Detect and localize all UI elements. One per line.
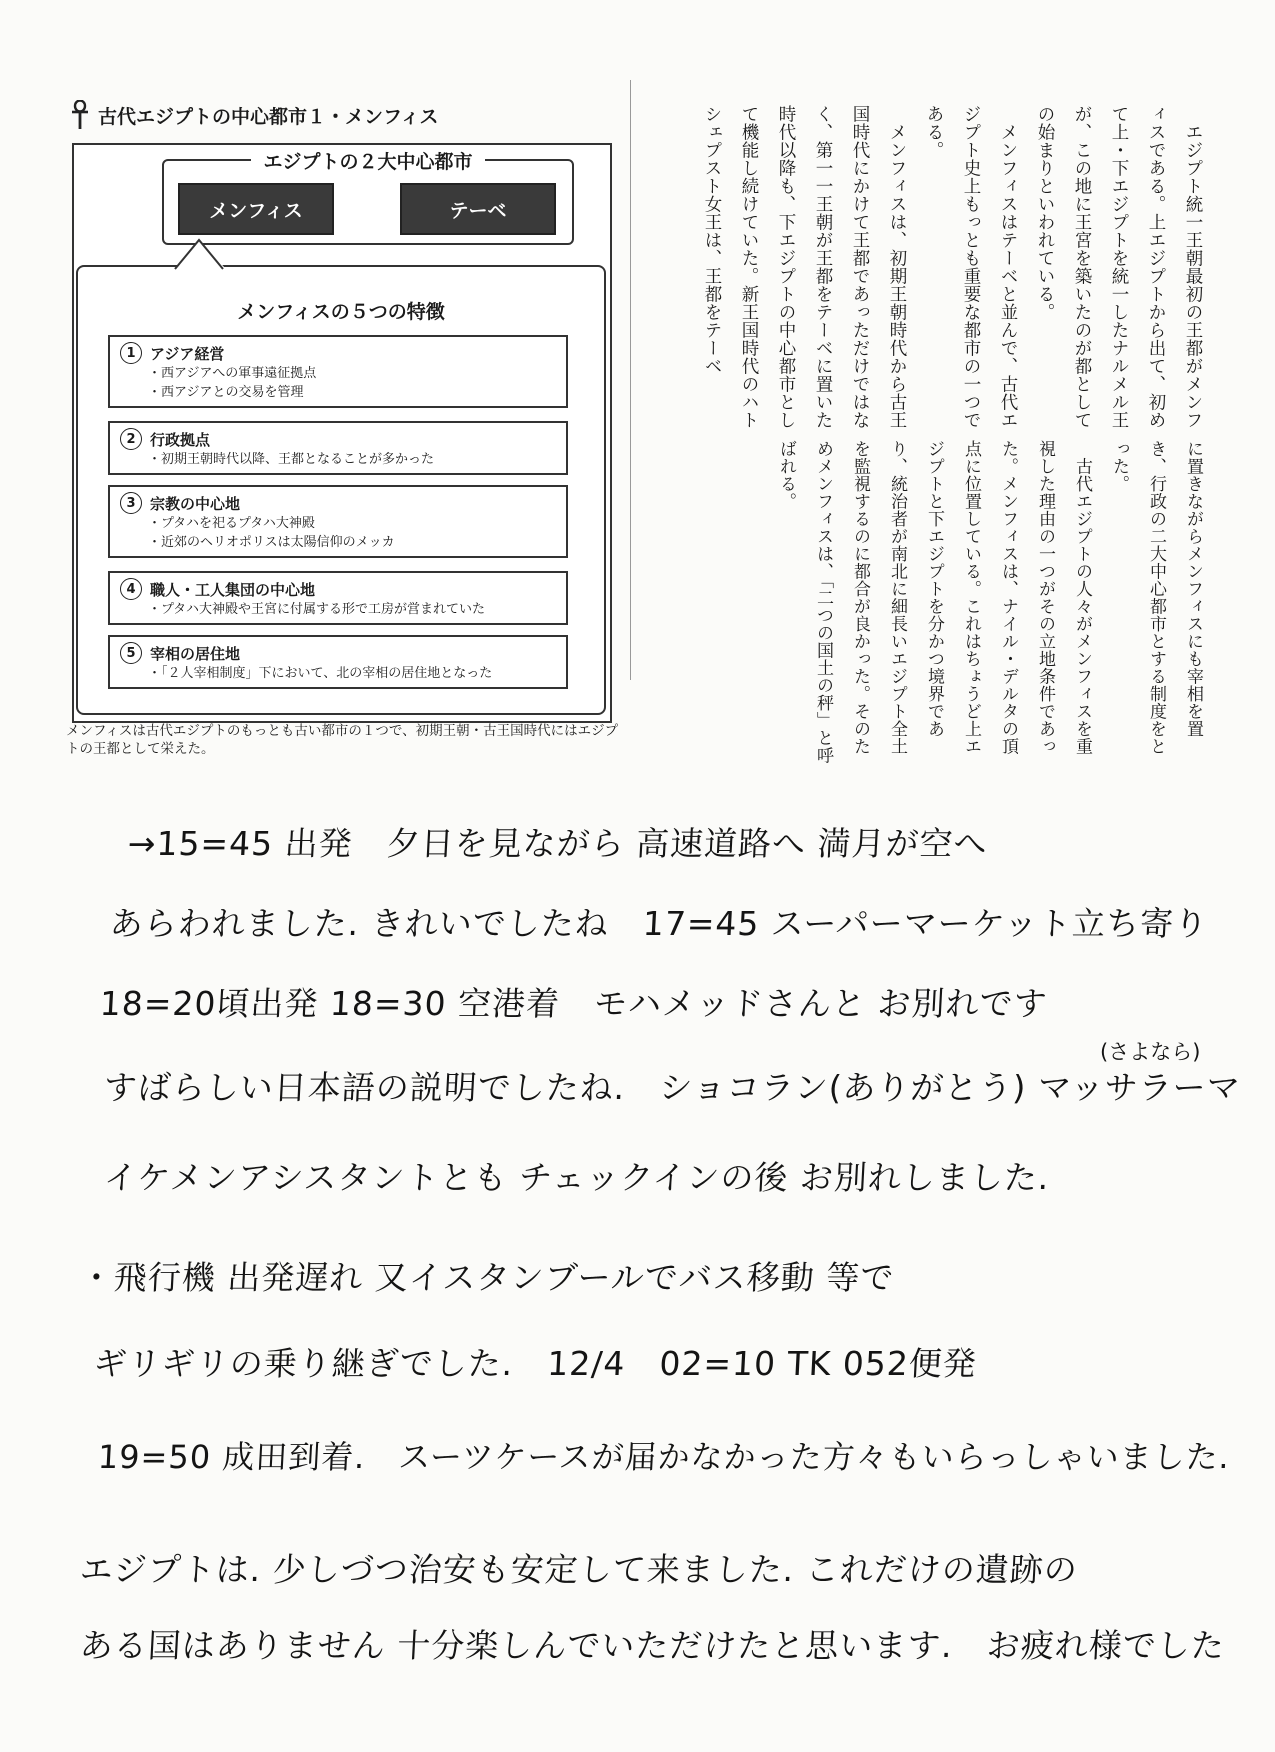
- two-cities-frame: [162, 151, 574, 245]
- feature-number: 1: [120, 342, 142, 364]
- feature-title: 職人・工人集団の中心地: [150, 580, 316, 599]
- handwritten-line-10: ある国はありません 十分楽しんでいただけたと思います. お疲れ様でした: [78, 1626, 1226, 1665]
- feature-bullet: ・ 「２人宰相制度」下において、北の宰相の居住地となった: [148, 664, 556, 683]
- body-text-lower: に置きながらメンフィスにも宰相を置き、行政の二大中心都市とする制度をとった。 古代エジプトの人々がメンフィスを重視した理由の一つがその立地条件であった。メンフィスは、ナイル・デルタの頂点に位置している。これはちょうど上エジプトと下エジプトを分かつ境界であり、統治者が南北に細長いエジプト全土を監視するのに都合が良かった。そのためメンフィスは、「二つの国土の秤」と呼ばれる。: [776, 440, 1203, 764]
- feature-bullet: ・ 西アジアへの軍事遠征拠点: [148, 364, 556, 383]
- handwritten-line-2: あらわれました. きれいでしたね 17=45 スーパーマーケット立ち寄り: [108, 904, 1210, 943]
- figure-title: [70, 100, 438, 130]
- feature-number: 3: [120, 492, 142, 514]
- handwritten-line-6: ・飛行機 出発遅れ 又イスタンブールでバス移動 等で: [78, 1258, 896, 1297]
- city-memphis: メンフィス: [178, 183, 334, 235]
- feature-1: [108, 335, 568, 408]
- feature-bullet: ・ プタハを祀るプタハ大神殿: [148, 514, 556, 533]
- feature-bullet: ・ 初期王朝時代以降、王都となることが多かった: [148, 450, 556, 469]
- features-frame: [76, 265, 606, 715]
- two-cities-title: エジプトの２大中心都市: [251, 151, 484, 173]
- feature-title: 宰相の居住地: [150, 644, 241, 663]
- body-text-upper: エジプト統一王朝最初の王都がメンフィスである。上エジプトから出て、初めて上・下エジプトを統一したナルメル王が、この地に王宮を築いたのが都としての始まりといわれている。 メンフィスはテーベと並んで、古代エジプト史上もっとも重要な都市の一つである。 メンフィスは、初期王朝時代から古王国時代にかけて王都であっただけではなく、第一一王朝が王都をテーベに置いた時代以降も、下エジプトの中心都市として機能し続けていた。新王国時代のハトシェプスト女王は、王都をテーベ: [702, 105, 1203, 429]
- feature-number: 4: [120, 578, 142, 600]
- feature-4: [108, 571, 568, 625]
- features-title: メンフィスの５つの特徴: [237, 301, 445, 323]
- handwritten-line-3: 18=20頃出発 18=30 空港着 モハメッドさんと お別れです: [98, 984, 1049, 1023]
- feature-title: 行政拠点: [150, 430, 211, 449]
- feature-number: 5: [120, 642, 142, 664]
- handwritten-line-9: エジプトは. 少しづつ治安も安定して来ました. これだけの遺跡の: [78, 1550, 1079, 1589]
- figure-box: [72, 143, 612, 723]
- figure-caption: メンフィスは古代エジプトのもっとも古い都市の１つで、初期王朝・古王国時代にはエジプトの王都として栄えた。: [66, 723, 619, 757]
- callout-pointer: [169, 238, 229, 270]
- handwritten-line-5: イケメンアシスタントとも チェックインの後 お別れしました.: [102, 1158, 1051, 1197]
- feature-3: [108, 485, 568, 558]
- column-separator: [630, 80, 631, 680]
- feature-2: [108, 421, 568, 475]
- city-thebes: テーベ: [400, 183, 556, 235]
- feature-number: 2: [120, 428, 142, 450]
- figure-title-text: 古代エジプトの中心都市１・メンフィス: [98, 105, 439, 128]
- handwritten-line-8: 19=50 成田到着. スーツケースが届かなかった方々もいらっしゃいました.: [96, 1438, 1231, 1476]
- feature-title: アジア経営: [150, 344, 225, 363]
- handwritten-line-1: →15=45 出発 夕日を見ながら 高速道路へ 満月が空へ: [126, 824, 989, 863]
- feature-5: [108, 635, 568, 689]
- handwritten-line-7: ギリギリの乗り継ぎでした. 12/4 02=10 TK 052便発: [92, 1344, 978, 1383]
- handwritten-annotation: (さよなら): [1100, 1040, 1201, 1064]
- ankh-icon: [70, 100, 90, 130]
- handwritten-line-4: すばらしい日本語の説明でしたね. ショコラン(ありがとう) マッサラーマ: [102, 1068, 1242, 1107]
- feature-bullet: ・ 近郊のヘリオポリスは太陽信仰のメッカ: [148, 533, 556, 552]
- feature-bullet: ・ 西アジアとの交易を管理: [148, 383, 556, 402]
- feature-bullet: ・ プタハ大神殿や王宮に付属する形で工房が営まれていた: [148, 600, 556, 619]
- feature-title: 宗教の中心地: [150, 494, 241, 513]
